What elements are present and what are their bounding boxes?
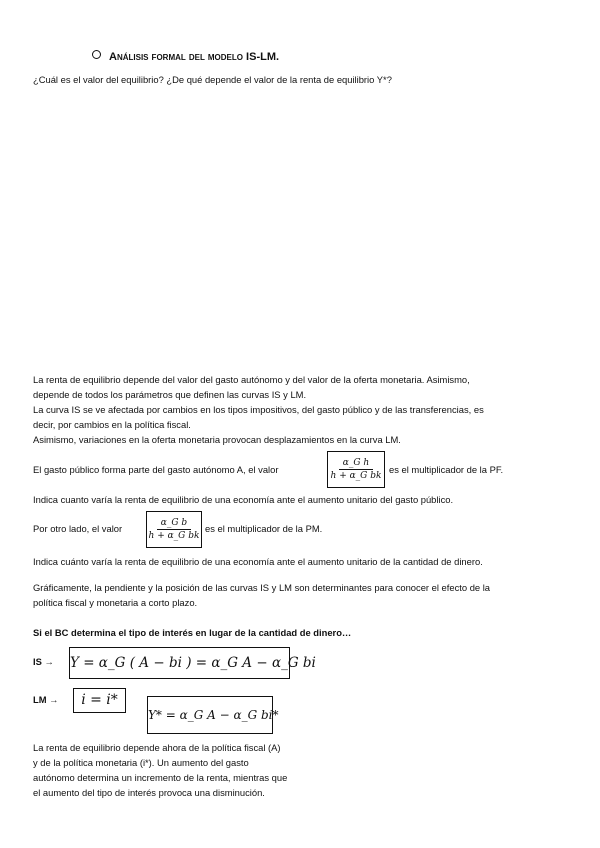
otro-after: es el multiplicador de la PM. xyxy=(205,523,323,534)
gasto-before: El gasto público forma parte del gasto autónomo A, el valor xyxy=(33,464,279,475)
question-text: ¿Cuál es el valor del equilibrio? ¿De qué depende el valor de la renta de equilibrio Y*? xyxy=(33,74,392,85)
final-line: y de la política monetaria (i*). Un aumento del gasto xyxy=(33,757,249,768)
si-bc-line: Si el BC determina el tipo de interés en lugar de la cantidad de dinero… xyxy=(33,627,352,638)
graf-line: Gráficamente, la pendiente y la posición de las curvas IS y LM son determinantes para conocer el efecto de la xyxy=(33,582,491,593)
pm-multiplier-box xyxy=(146,511,202,548)
is-equation: Y = α_G ( A − bi ) = α_G A − α_G bi xyxy=(70,655,316,671)
gasto-after: es el multiplicador de la PF. xyxy=(389,464,504,475)
final-line: La renta de equilibrio depende ahora de la política fiscal (A) xyxy=(33,742,281,753)
para-line: decir, por cambios en la política fiscal. xyxy=(33,419,191,430)
y-equilibrium-box xyxy=(147,696,279,734)
is-label: IS → xyxy=(33,656,54,667)
heading-text: Análisis formal del modelo IS-LM. xyxy=(109,51,280,63)
final-line: autónomo determina un incremento de la renta, mientras que xyxy=(33,772,288,783)
pf-denominator: h + α_G bk xyxy=(330,471,382,481)
pm-fraction xyxy=(147,512,201,547)
pf-numerator: α_G h xyxy=(339,458,373,470)
para-equilibrio xyxy=(33,372,484,447)
final-paragraph xyxy=(33,740,287,800)
grafica-text xyxy=(33,580,490,610)
otro-before: Por otro lado, el valor xyxy=(33,523,123,534)
y-equilibrium-equation: Y* = α_G A − α_G bi* xyxy=(148,708,279,722)
section-heading xyxy=(92,50,279,63)
para-line: La curva IS se ve afectada por cambios en los tipos impositivos, del gasto público y de las transferencias, es xyxy=(33,404,484,415)
is-equation-box xyxy=(69,647,316,679)
indica-dinero: Indica cuánto varía la renta de equilibrio de una economía ante el aumento unitario de la cantidad de dinero. xyxy=(33,556,483,567)
final-line: el aumento del tipo de interés provoca una disminución. xyxy=(33,787,265,798)
para-line: Asimismo, variaciones en la oferta monetaria provocan desplazamientos en la curva LM. xyxy=(33,434,401,445)
lm-equation: i = i* xyxy=(81,692,118,708)
pf-fraction xyxy=(328,452,384,487)
para-line: La renta de equilibrio depende del valor del gasto autónomo y del valor de la oferta monetaria. Asimismo, xyxy=(33,374,470,385)
circle-bullet-icon xyxy=(92,50,101,59)
pf-multiplier-box xyxy=(327,451,385,488)
pm-numerator: α_G b xyxy=(157,518,191,530)
graf-line: política fiscal y monetaria a corto plazo. xyxy=(33,597,198,608)
lm-equation-box xyxy=(73,688,126,713)
pm-denominator: h + α_G bk xyxy=(148,531,200,541)
lm-label: LM → xyxy=(33,694,59,705)
indica-gasto: Indica cuanto varía la renta de equilibrio de una economía ante el aumento unitario del gasto público. xyxy=(33,494,454,505)
para-line: depende de todos los parámetros que definen las curvas IS y LM. xyxy=(33,389,307,400)
